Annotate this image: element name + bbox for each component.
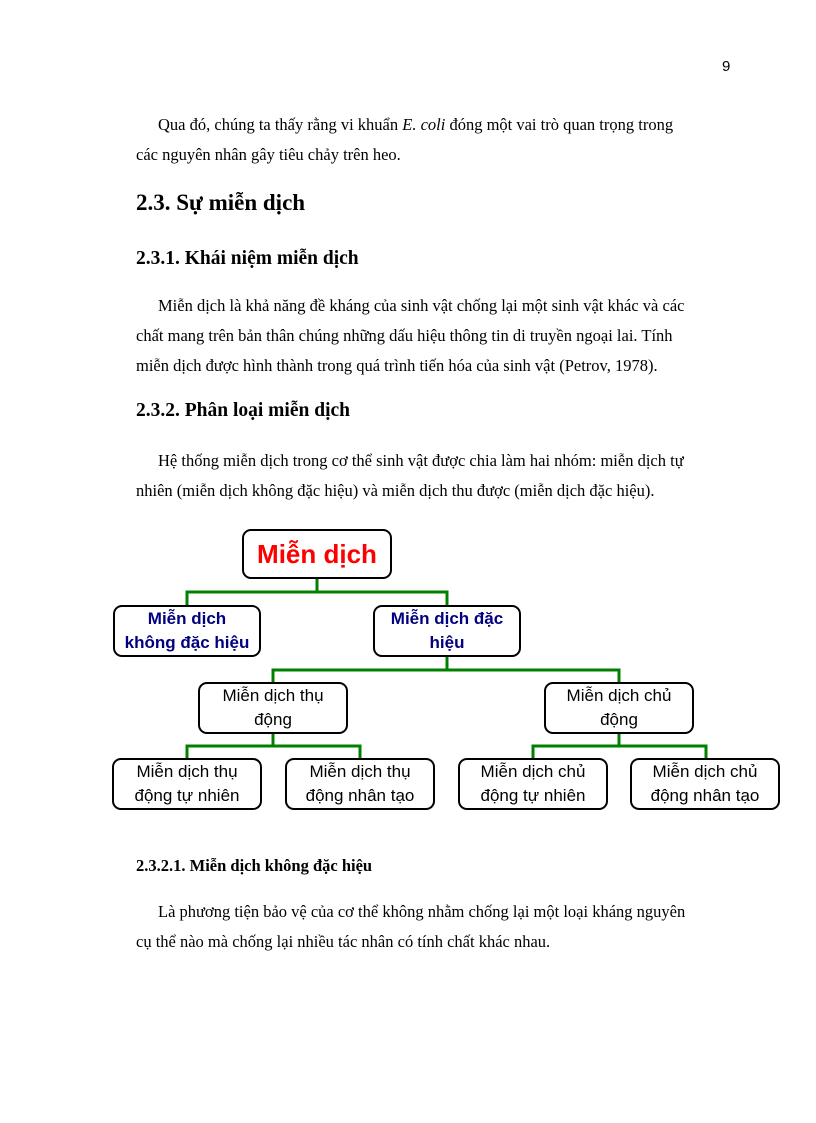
node-label-line: động nhân tạo (305, 786, 415, 805)
concept-line-2: chất mang trên bản thân chúng những dấu hiệu thông tin di truyền ngoại lai. Tính (136, 326, 673, 345)
connector-active-level3 (533, 733, 706, 759)
node-label-line: hiệu (429, 633, 465, 652)
node-label-line: Miễn dịch chủ (652, 762, 758, 781)
node-label-line: động tự nhiên (480, 786, 586, 805)
node-passive-artificial-immunity (285, 758, 435, 810)
nonspecific-line-2: cụ thể nào mà chống lại nhiều tác nhân có tính chất khác nhau. (136, 932, 551, 951)
node-label-line: động tự nhiên (134, 786, 240, 805)
intro-line-2: các nguyên nhân gây tiêu chảy trên heo. (136, 145, 401, 164)
node-label-line: động nhân tạo (650, 786, 760, 805)
node-label-line: Miễn dịch thụ (309, 762, 411, 781)
section-2-3-title: 2.3. Sự miễn dịch (136, 190, 306, 215)
ecoli-italic: E. coli (402, 115, 446, 134)
section-2-3-1-title: 2.3.1. Khái niệm miễn dịch (136, 248, 359, 269)
node-specific-immunity (373, 605, 521, 657)
node-label-line: không đặc hiệu (124, 633, 250, 652)
node-passive-immunity (198, 682, 348, 734)
nonspecific-line-1: Là phương tiện bảo vệ của cơ thể không nhằm chống lại một loại kháng nguyên (158, 902, 686, 921)
concept-line-1: Miễn dịch là khả năng đề kháng của sinh vật chống lại một sinh vật khác và các (158, 296, 685, 315)
connector-passive-level3 (187, 733, 360, 759)
node-root-immunity (242, 529, 392, 579)
intro-text-after: đóng một vai trò quan trọng trong (445, 115, 674, 134)
node-label-line: động (254, 710, 292, 729)
classification-line-2: nhiên (miễn dịch không đặc hiệu) và miễn dịch thu được (miễn dịch đặc hiệu). (136, 481, 655, 500)
node-label-line: Miễn dịch thụ (222, 686, 324, 705)
connector-specific-level2 (273, 656, 619, 683)
node-label-line: động (600, 710, 638, 729)
section-2-3-2-1-title: 2.3.2.1. Miễn dịch không đặc hiệu (136, 856, 373, 875)
node-nonspecific-immunity (113, 605, 261, 657)
concept-line-3: miễn dịch được hình thành trong quá trình tiến hóa của sinh vật (Petrov, 1978). (136, 356, 658, 375)
node-label-line: Miễn dịch đặc (390, 609, 504, 628)
page-number: 9 (722, 58, 731, 75)
classification-line-1: Hệ thống miễn dịch trong cơ thể sinh vật được chia làm hai nhóm: miễn dịch tự (158, 451, 684, 470)
node-root-label: Miễn dịch (257, 539, 377, 569)
node-active-artificial-immunity (630, 758, 780, 810)
node-label-line: Miễn dịch thụ (136, 762, 238, 781)
section-2-3-2-title: 2.3.2. Phân loại miễn dịch (136, 400, 350, 421)
node-active-natural-immunity (458, 758, 608, 810)
connector-root-level1 (187, 578, 447, 606)
node-active-immunity (544, 682, 694, 734)
intro-text-before: Qua đó, chúng ta thấy rằng vi khuẩn (158, 115, 403, 134)
node-label-line: Miễn dịch chủ (480, 762, 586, 781)
node-label-line: Miễn dịch (147, 609, 227, 628)
node-label-line: Miễn dịch chủ (566, 686, 672, 705)
nonspecific-paragraph (136, 897, 738, 957)
node-passive-natural-immunity (112, 758, 262, 810)
